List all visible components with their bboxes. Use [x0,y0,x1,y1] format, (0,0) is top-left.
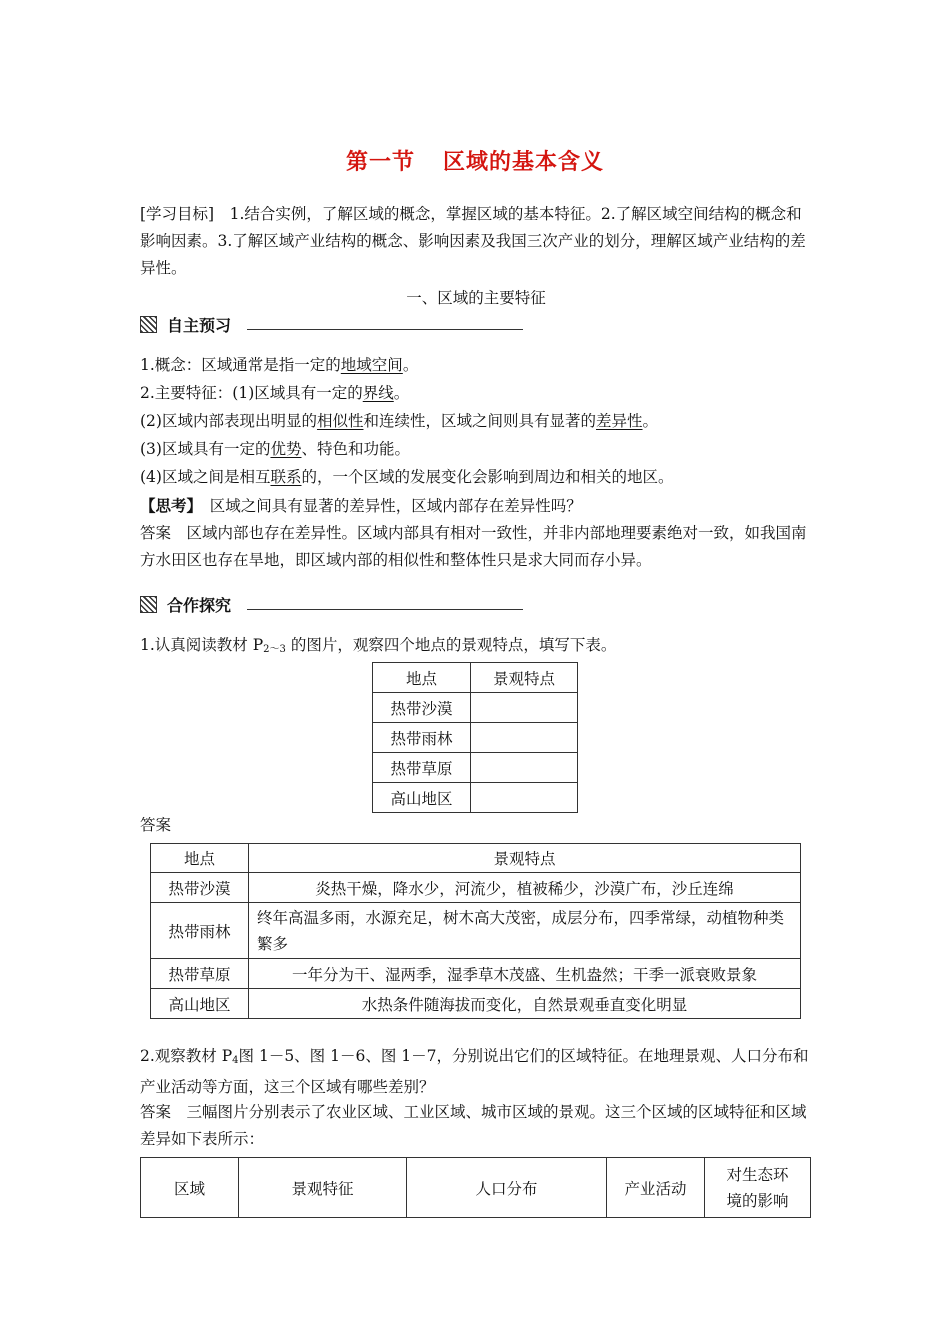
table-cell: 炎热干燥，降水少，河流少，植被稀少，沙漠广布，沙丘连绵 [249,873,801,903]
table-cell: 一年分为干、湿两季，湿季草木茂盛、生机盎然；干季一派衰败景象 [249,959,801,989]
table-header: 景观特点 [471,663,578,693]
table-cell: 热带雨林 [373,723,471,753]
table-cell: 热带沙漠 [151,873,249,903]
table-header: 景观特征 [239,1158,407,1218]
learning-objectives: [学习目标] 1.结合实例，了解区域的概念，掌握区域的基本特征。2.了解区域空间结构的概念和影响因素。3.了解区域产业结构的概念、影响因素及我国三次产业的划分，理解区域产业结构的差异性。 [140,205,806,277]
answer-1: 答案 区域内部也存在差异性。区域内部具有相对一致性，并非内部地理要素绝对一致，如我国南方水田区也存在旱地，即区域内部的相似性和整体性只是求大同而存小异。 [140,524,807,569]
feature-item-3: (3)区域具有一定的优势、特色和功能。 [140,440,410,458]
table-header: 区域 [141,1158,239,1218]
section-rule [247,609,523,610]
feature-item-2: (2)区域内部表现出明显的相似性和连续性，区域之间则具有显著的差异性。 [140,412,659,430]
table-header: 地点 [373,663,471,693]
landscape-answer-table [150,843,801,1019]
answer-2: 答案 三幅图片分别表示了农业区域、工业区域、城市区域的景观。这三个区域的区域特征和区域差异如下表所示： [140,1103,807,1148]
title-section-number: 第一节 [345,150,415,175]
title-text: 区域的基本含义 [443,150,605,175]
section-header-explore [140,592,523,616]
empty-cell [471,783,578,813]
section-rule [247,329,523,330]
concept-item: 1.概念：区域通常是指一定的地域空间。 [140,356,419,374]
blank-answer: 差异性 [596,412,643,430]
blank-answer: 界线 [362,384,394,402]
hatched-square-icon [140,316,157,333]
blank-answer: 优势 [270,440,302,458]
table-cell: 高山地区 [151,989,249,1019]
hatched-square-icon [140,596,157,613]
feature-item-1: 2.主要特征：(1)区域具有一定的界线。 [140,384,410,402]
table-header: 对生态环境的影响 [705,1158,811,1218]
table-cell: 水热条件随海拔而变化，自然景观垂直变化明显 [249,989,801,1019]
empty-cell [471,723,578,753]
section-label: 自主预习 [167,315,232,335]
blank-answer: 联系 [270,468,302,486]
table-header: 地点 [151,844,249,873]
table-header: 人口分布 [407,1158,607,1218]
table-cell: 高山地区 [373,783,471,813]
table-cell: 终年高温多雨，水源充足，树木高大茂密，成层分布，四季常绿，动植物种类繁多 [249,903,801,959]
section-header-preview [140,312,523,336]
empty-cell [471,753,578,783]
table-cell: 热带沙漠 [373,693,471,723]
feature-item-4: (4)区域之间是相互联系的，一个区域的发展变化会影响到周边和相关的地区。 [140,468,674,486]
table-header: 产业活动 [607,1158,705,1218]
blank-answer: 地域空间 [340,356,403,374]
table-cell: 热带雨林 [151,903,249,959]
blank-landscape-table [372,662,578,813]
empty-cell [471,693,578,723]
question-2: 2.观察教材 $P_4$图 1－5、图 1－6、图 1－7，分别说出它们的区域特征。在地理景观、人口分布和产业活动等方面，这三个区域有哪些差别？ [140,1047,809,1096]
section-label: 合作探究 [167,595,232,615]
page-title [0,145,950,176]
region-compare-table [140,1157,811,1218]
question-1: 1.认真阅读教材 $P_{2\sim 3}$ 的图片，观察四个地点的景观特点，填写下表。 [140,636,617,655]
table-cell: 热带草原 [373,753,471,783]
part1-heading: 一、区域的主要特征 [406,289,546,307]
answer-label: 答案 [140,816,172,834]
table-header: 景观特点 [249,844,801,873]
think-question: 【思考】 区域之间具有显著的差异性，区域内部存在差异性吗？ [140,496,582,515]
table-cell: 热带草原 [151,959,249,989]
blank-answer: 相似性 [316,412,364,430]
think-label: 【思考】 [140,496,195,515]
